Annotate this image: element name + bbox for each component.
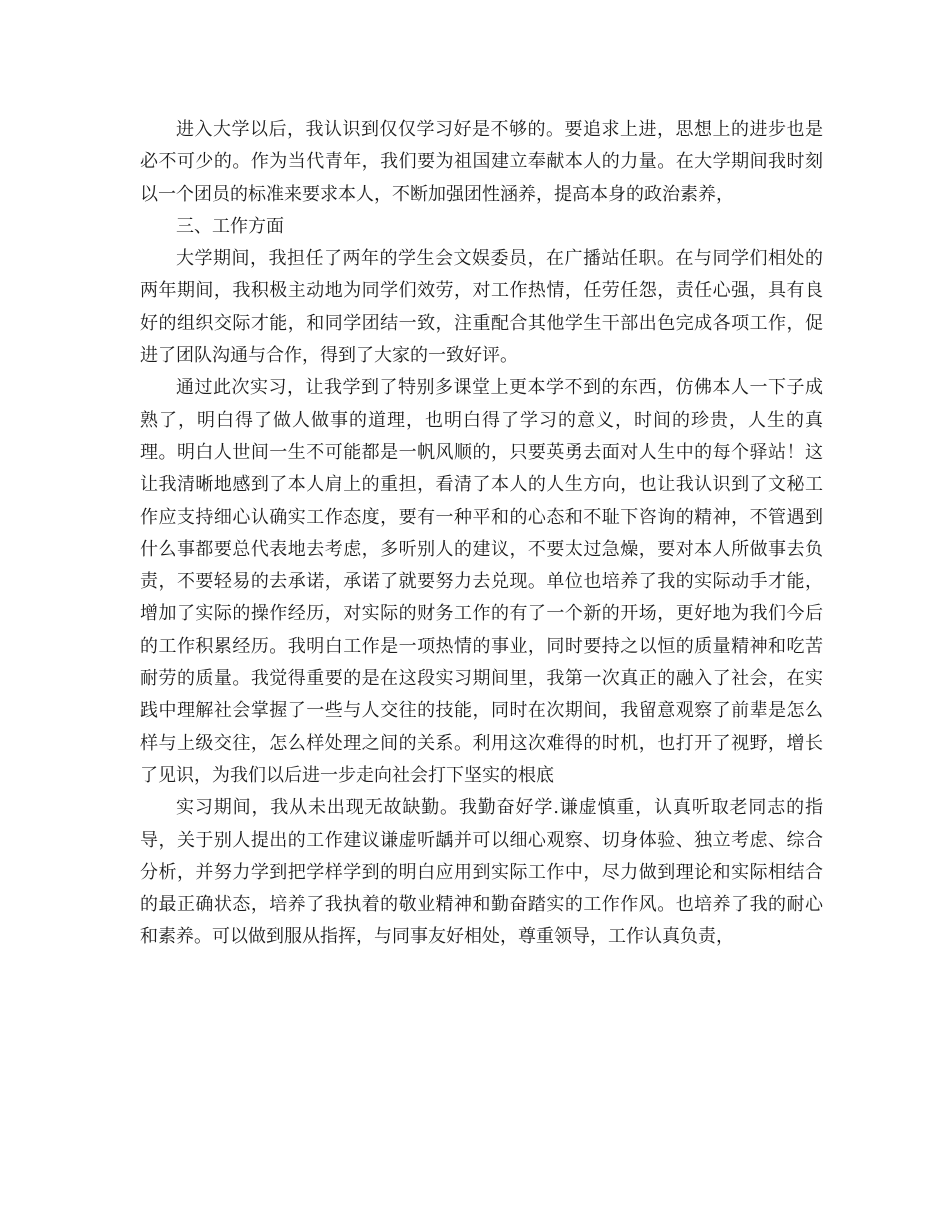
- document-body: [140, 114, 823, 954]
- section-heading-work: 三、工作方面: [176, 215, 284, 237]
- paragraph-internship-conduct: 实习期间，我从未出现无故缺勤。我勤奋好学.谦虚慎重，认真听取老同志的指导，关于别人提出的工作建议谦虚听龋并可以细心观察、切身体验、独立考虑、综合分析，并努力学到把学样学到的明白应用到实际工作中，尽力做到理论和实际相结合的最正确状态，培养了我执着的敬业精神和勤奋踏实的工作作风。也培养了我的耐心和素养。可以做到服从指挥，与同事友好相处，尊重领导，工作认真负责，: [140, 797, 823, 948]
- paragraph-student-union: 大学期间，我担任了两年的学生会文娱委员，在广播站任职。在与同学们相处的两年期间，我积极主动地为同学们效劳，对工作热情，任劳任怨，责任心强，具有良好的组织交际才能，和同学团结一致，注重配合其他学生干部出色完成各项工作，促进了团队沟通与合作，得到了大家的一致好评。: [140, 248, 823, 367]
- paragraph-internship-reflection: 通过此次实习，让我学到了特别多课堂上更本学不到的东西，仿佛本人一下子成熟了，明白得了做人做事的道理，也明白得了学习的意义，时间的珍贵，人生的真理。明白人世间一生不可能都是一帆风顺的，只要英勇去面对人生中的每个驿站！这让我清晰地感到了本人肩上的重担，看清了本人的人生方向，也让我认识到了文秘工作应支持细心认确实工作态度，要有一种平和的心态和不耻下咨询的精神，不管遇到什么事都要总代表地去考虑，多听别人的建议，不要太过急燥，要对本人所做事去负责，不要轻易的去承诺，承诺了就要努力去兑现。单位也培养了我的实际动手才能，增加了实际的操作经历，对实际的财务工作的有了一个新的开场，更好地为我们今后的工作积累经历。我明白工作是一项热情的事业，同时要持之以恒的质量精神和吃苦耐劳的质量。我觉得重要的是在这段实习期间里，我第一次真正的融入了社会，在实践中理解社会掌握了一些与人交往的技能，同时在次期间，我留意观察了前辈是怎么样与上级交往，怎么样处理之间的关系。利用这次难得的时机，也打开了视野，增长了见识，为我们以后进一步走向社会打下坚实的根底: [140, 377, 823, 786]
- paragraph-political-growth: 进入大学以后，我认识到仅仅学习好是不够的。要追求上进，思想上的进步也是必不可少的。作为当代青年，我们要为祖国建立奉献本人的力量。在大学期间我时刻以一个团员的标准来要求本人，不断加强团性涵养，提高本身的政治素养，: [140, 119, 823, 205]
